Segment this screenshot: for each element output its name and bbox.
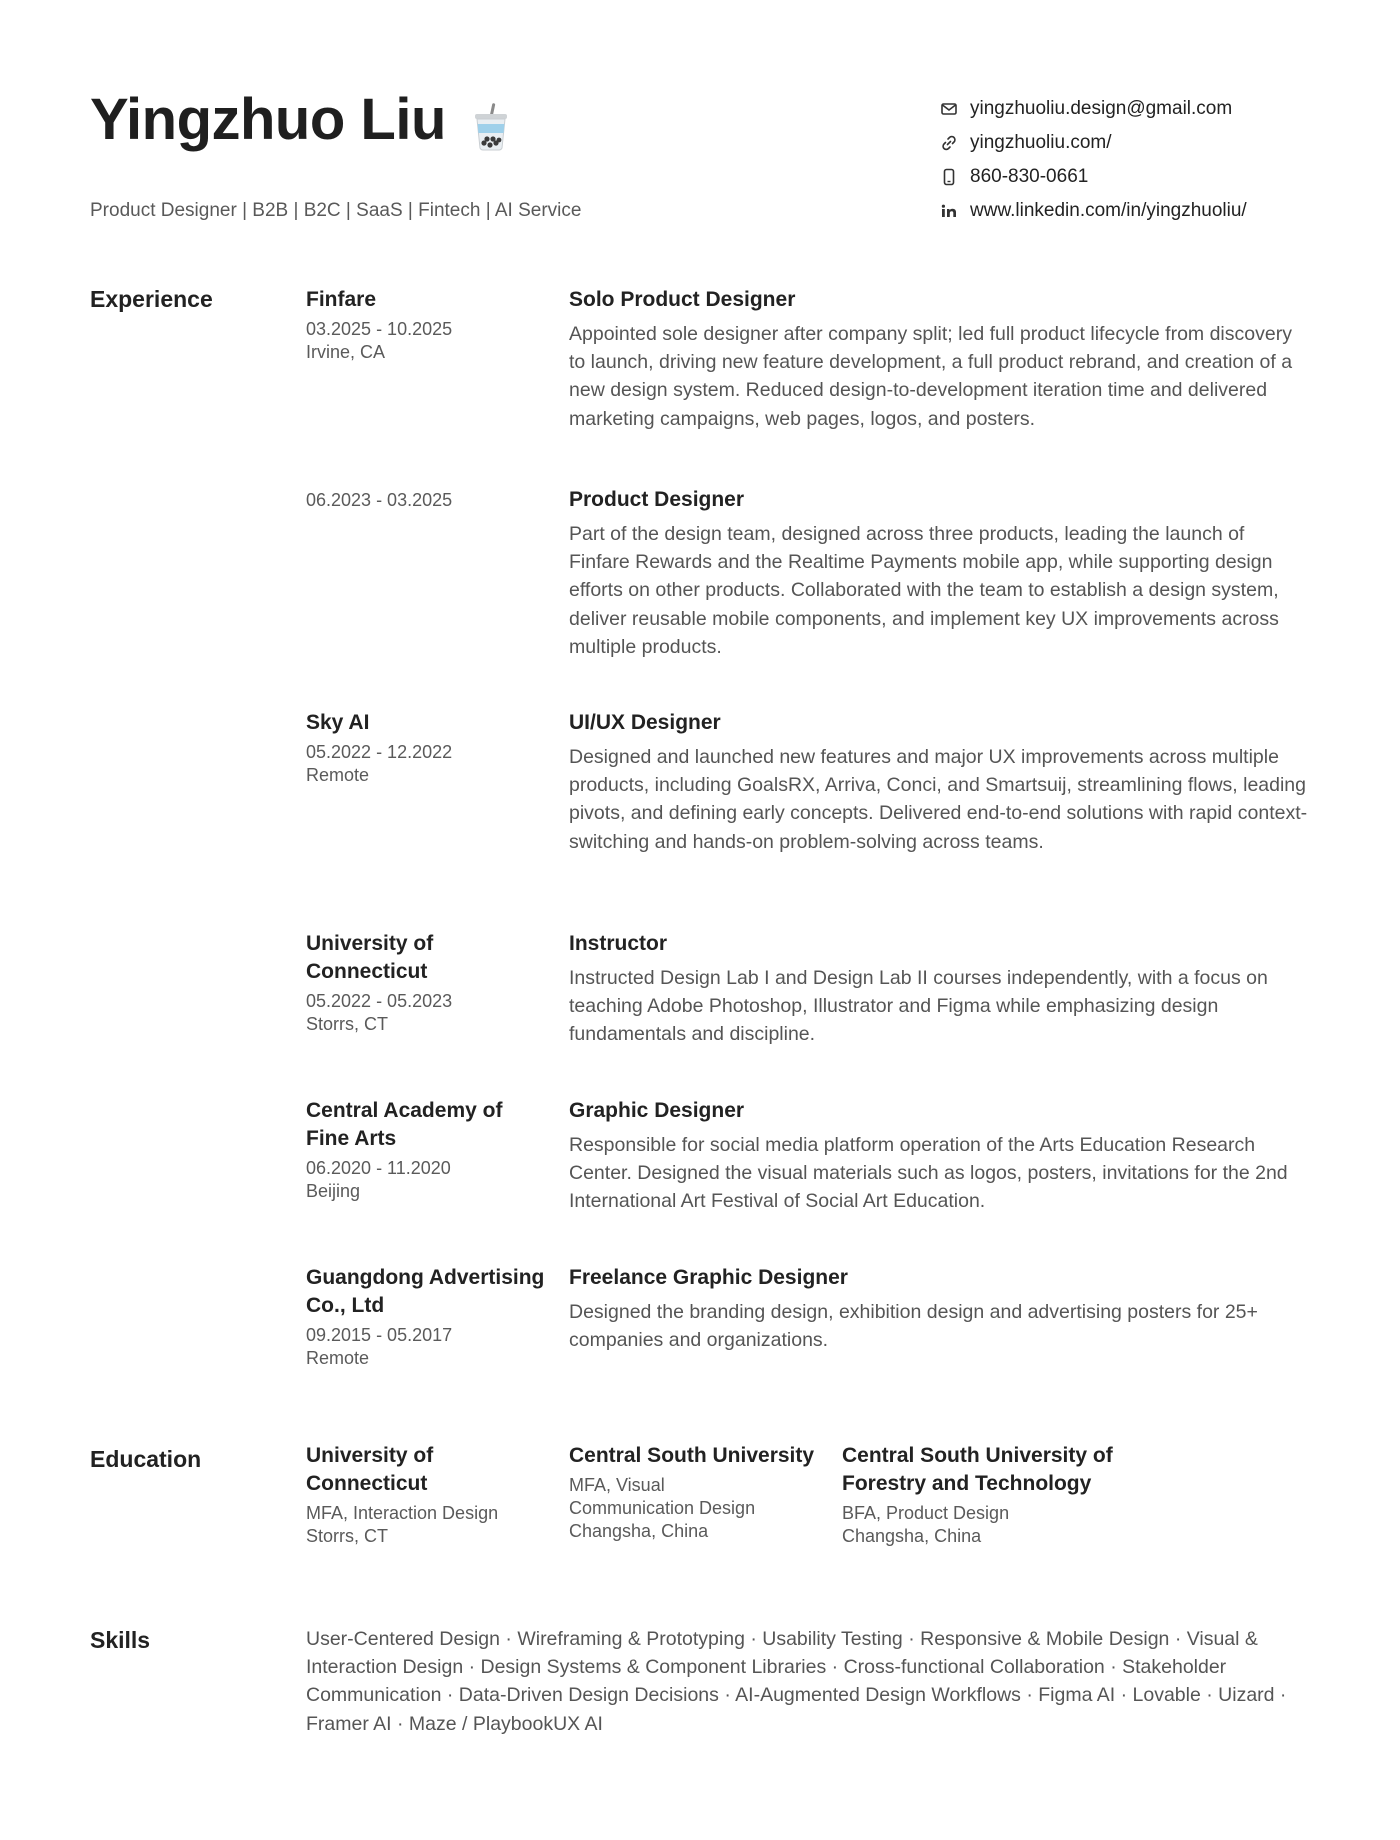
skills-list: User-Centered Design · Wireframing & Prototyping · Usability Testing · Responsive & Mobile Design · Visual & Interaction Design · Design Systems & Component Libraries · Cross-functional Collaboration · Stakeholder Communication · Data-Driven Design Decisions · AI-Augmented Design Workflows · Figma AI · Lovable · Uizard · Framer AI · Maze / PlaybookUX AI [306,1628,1287,1735]
date-range: 03.2025 - 10.2025 [306,319,453,339]
school-name: University of Connecticut [306,1444,434,1495]
role-description: Appointed sole designer after company split; led full product lifecycle from discovery to launch, driving new feature development, a full product rebrand, and creation of a new design system. Reduced design-to-development iteration time and delivered marketing campaigns, web pages, logos, and posters. [569,323,1293,430]
name-text: Yingzhuo Liu [90,87,446,152]
contact-list [940,92,1360,228]
company-name: Central Academy of Fine Arts [306,1099,503,1150]
role-description: Responsible for social media platform operation of the Arts Education Research Center. Designed the visual materials such as logos, posters, invitations for the 2nd International Art Festival of Social Art Education. [569,1134,1288,1213]
school-name: Central South University [569,1444,815,1467]
company-name: Guangdong Advertising Co., Ltd [306,1266,545,1317]
location: Remote [306,765,370,785]
location: Beijing [306,1181,361,1201]
role-title: Product Designer [569,488,745,511]
contact-phone-text: 860-830-0661 [970,166,1089,187]
linkedin-icon [940,202,958,220]
section-label-experience: Experience [90,286,213,312]
experience-meta [306,486,546,512]
education-item [569,1442,819,1543]
contact-linkedin-text: www.linkedin.com/in/yingzhuoliu/ [970,200,1247,221]
degree: MFA, Interaction Design [306,1503,499,1523]
contact-website[interactable] [940,126,1360,160]
contact-website-text: yingzhuoliu.com/ [970,132,1112,153]
location: Changsha, China [569,1521,709,1541]
company-name: Finfare [306,288,377,311]
date-range: 06.2023 - 03.2025 [306,490,453,510]
location: Remote [306,1348,370,1368]
date-range: 05.2022 - 12.2022 [306,742,453,762]
link-icon [940,134,958,152]
experience-detail [569,930,1309,1049]
role-title: Solo Product Designer [569,288,796,311]
contact-phone[interactable] [940,160,1360,194]
section-label-education: Education [90,1446,202,1472]
experience-detail [569,709,1309,856]
experience-meta [306,1097,546,1203]
location: Irvine, CA [306,342,386,362]
section-label-skills: Skills [90,1627,151,1653]
role-description: Designed and launched new features and major UX improvements across multiple products, including GoalsRX, Arriva, Conci, and Smartsuij, streamlining flows, leading pivots, and defining early concepts. Delivered end-to-end solutions with rapid context-switching and hands-on problem-solving across teams. [569,746,1308,853]
date-range: 06.2020 - 11.2020 [306,1158,451,1178]
bubble-tea-icon [472,98,510,146]
contact-email-text: yingzhuoliu.design@gmail.com [970,98,1233,119]
role-title: Instructor [569,932,668,955]
phone-icon [940,168,958,186]
degree: MFA, Visual Communication Design [569,1475,756,1518]
location: Changsha, China [842,1526,982,1546]
education-item [306,1442,536,1548]
experience-detail [569,486,1309,661]
experience-meta [306,709,546,787]
contact-email[interactable] [940,92,1360,126]
contact-linkedin[interactable] [940,194,1360,228]
school-name: Central South University of Forestry and Technology [842,1444,1113,1495]
role-description: Designed the branding design, exhibition design and advertising posters for 25+ companies and organizations. [569,1301,1258,1352]
company-name: University of Connecticut [306,932,434,983]
experience-detail [569,1264,1309,1354]
resume-name [90,86,510,153]
experience-detail [569,286,1309,433]
experience-meta [306,1264,546,1370]
date-range: 05.2022 - 05.2023 [306,991,453,1011]
role-title: UI/UX Designer [569,711,721,734]
role-description: Part of the design team, designed across three products, leading the launch of Finfare Rewards and the Realtime Payments mobile app, while supporting design efforts on other products. Collaborated with the team to establish a design system, deliver reusable mobile components, and implement key UX improvements across multiple products. [569,523,1279,658]
headline-subtitle: Product Designer | B2B | B2C | SaaS | Fintech | AI Service [90,200,582,221]
mail-icon [940,100,958,118]
location: Storrs, CT [306,1526,389,1546]
experience-meta [306,930,546,1036]
company-name: Sky AI [306,711,370,734]
date-range: 09.2015 - 05.2017 [306,1325,453,1345]
degree: BFA, Product Design [842,1503,1010,1523]
role-description: Instructed Design Lab I and Design Lab II courses independently, with a focus on teaching Adobe Photoshop, Illustrator and Figma while emphasizing design fundamentals and discipline. [569,967,1268,1046]
location: Storrs, CT [306,1014,389,1034]
role-title: Freelance Graphic Designer [569,1266,848,1289]
education-item [842,1442,1142,1548]
experience-meta [306,286,546,364]
role-title: Graphic Designer [569,1099,745,1122]
experience-detail [569,1097,1309,1216]
